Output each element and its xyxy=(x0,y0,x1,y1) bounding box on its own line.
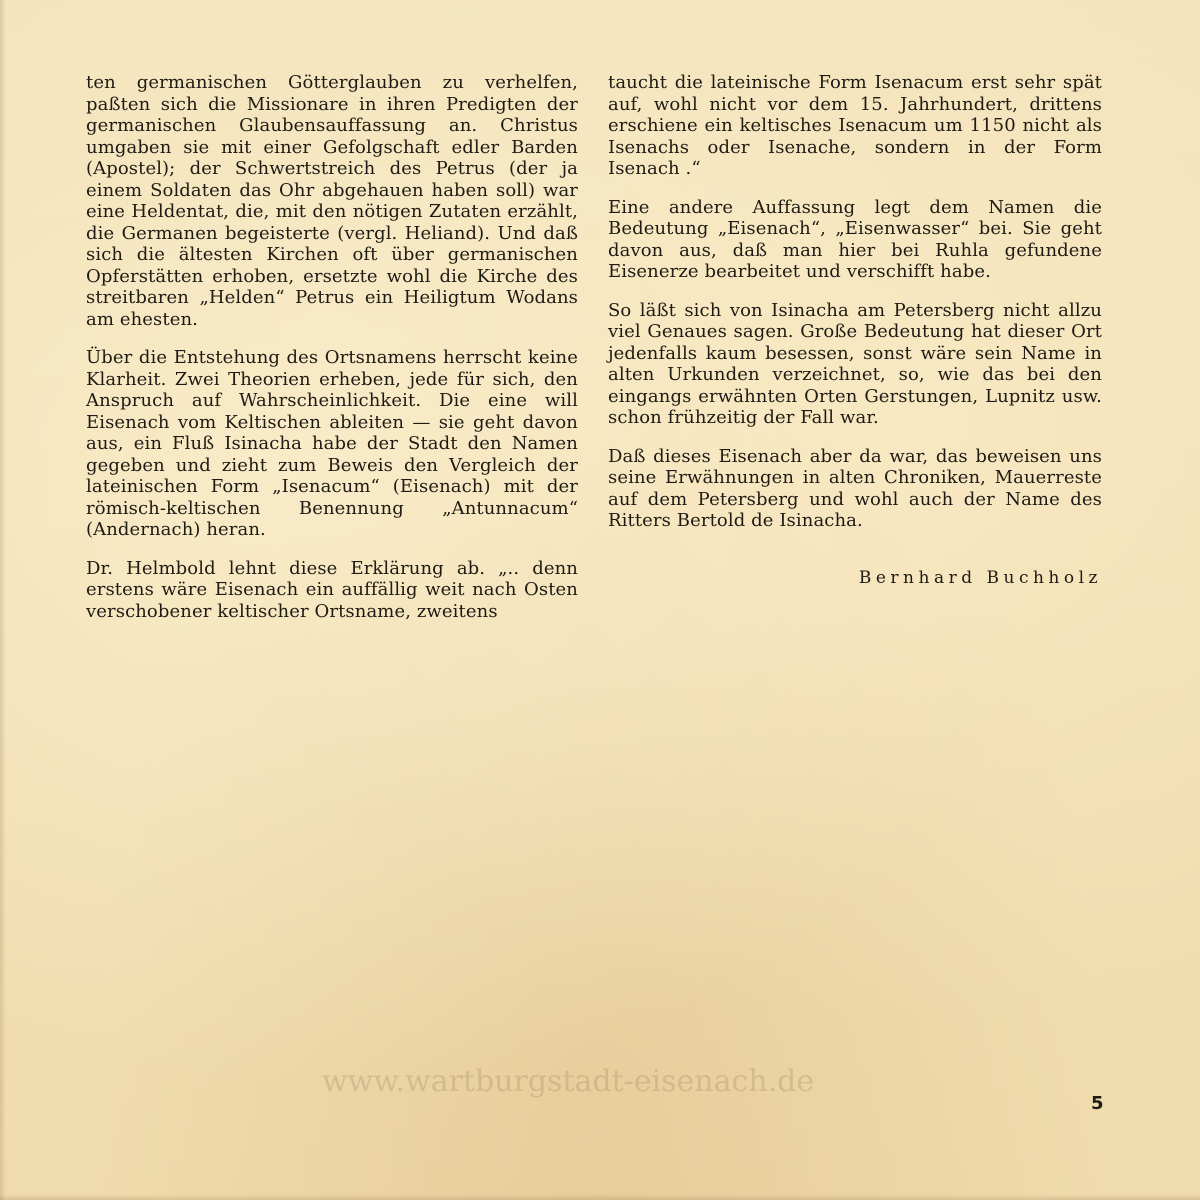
watermark: www.wartburgstadt-eisenach.de xyxy=(322,1064,815,1099)
paragraph: Eine andere Auffassung legt dem Namen die Bedeutung „Eisenach“, „Eisenwasser“ bei. Sie geht davon aus, daß man hier bei Ruhla gefundene Eisenerze bearbeitet und verschifft habe. xyxy=(608,196,1102,282)
paragraph: ten germanischen Götterglauben zu verhelfen, paßten sich die Missionare in ihren Predigten der germanischen Glaubensauffassung an. Christus umgaben sie mit einer Gefolgschaft edler Barden (Apostel); der Schwertstreich des Petrus (der ja einem Soldaten das Ohr abgehauen haben soll) war eine Heldentat, die, mit den nötigen Zutaten erzählt, die Germanen begeisterte (vergl. Heliand). Und daß sich die ältesten Kirchen oft über germanischen Opferstätten erhoben, ersetzte wohl die Kirche des streitbaren „Helden“ Petrus ein Heiligtum Wodans am ehesten. xyxy=(86,72,578,330)
page-edge-bottom xyxy=(0,1194,1200,1200)
page-number: 5 xyxy=(1091,1093,1104,1114)
paragraph: taucht die lateinische Form Isenacum erst sehr spät auf, wohl nicht vor dem 15. Jahrhundert, drittens erschiene ein keltisches Isenacum um 1150 nicht als Isenachs oder Isenache, sondern in der Form Isenach .“ xyxy=(608,72,1102,179)
right-text-column xyxy=(608,72,1102,549)
paragraph: Dr. Helmbold lehnt diese Erklärung ab. „.. denn erstens wäre Eisenach ein auffällig weit nach Osten verschobener keltischer Ortsname, zweitens xyxy=(86,557,578,622)
author-signature: Bernhard Buchholz xyxy=(858,568,1102,588)
page-edge-left xyxy=(0,0,6,1200)
left-text-column xyxy=(86,72,578,639)
paragraph: Daß dieses Eisenach aber da war, das beweisen uns seine Erwähnungen in alten Chroniken, Mauerreste auf dem Petersberg und wohl auch der Name des Ritters Bertold de Isinacha. xyxy=(608,445,1102,531)
paragraph: Über die Entstehung des Ortsnamens herrscht keine Klarheit. Zwei Theorien erheben, jede für sich, den Anspruch auf Wahrscheinlichkeit. Die eine will Eisenach vom Keltischen ableiten — sie geht davon aus, ein Fluß Isinacha habe der Stadt den Namen gegeben und zieht zum Beweis den Vergleich der lateinischen Form „Isenacum“ (Eisenach) mit der römisch-keltischen Benennung „Antunnacum“ (Andernach) heran. xyxy=(86,347,578,540)
paragraph: So läßt sich von Isinacha am Petersberg nicht allzu viel Genaues sagen. Große Bedeutung hat dieser Ort jedenfalls kaum besessen, sonst wäre sein Name in alten Urkunden verzeichnet, so, wie das bei den eingangs erwähnten Orten Gerstungen, Lupnitz usw. schon frühzeitig der Fall war. xyxy=(608,299,1102,428)
